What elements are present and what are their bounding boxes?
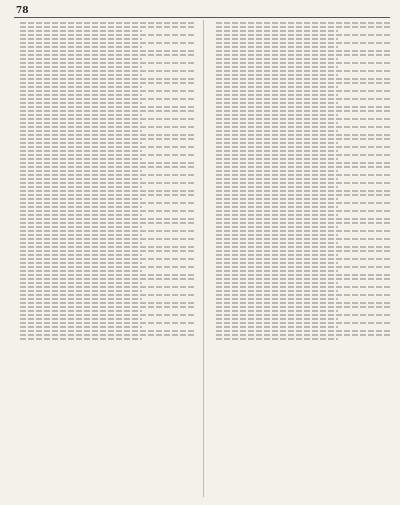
illegible-text-line bbox=[20, 82, 195, 84]
register-entry-placeholder bbox=[14, 126, 195, 132]
illegible-text-line bbox=[20, 234, 142, 236]
illegible-text-line bbox=[20, 298, 142, 300]
illegible-text-line bbox=[216, 238, 391, 240]
register-entry-placeholder bbox=[210, 146, 391, 152]
illegible-text-line bbox=[20, 330, 195, 332]
illegible-text-line bbox=[216, 170, 338, 172]
register-entry-placeholder bbox=[14, 90, 195, 96]
illegible-text-line bbox=[20, 266, 195, 268]
register-entry-placeholder bbox=[210, 230, 391, 236]
register-entry-placeholder bbox=[14, 230, 195, 236]
register-entry-placeholder bbox=[14, 218, 195, 228]
illegible-text-line bbox=[216, 102, 338, 104]
illegible-text-line bbox=[20, 222, 195, 224]
illegible-text-line bbox=[20, 262, 142, 264]
illegible-text-line bbox=[20, 26, 195, 28]
illegible-text-line bbox=[216, 198, 338, 200]
illegible-text-line bbox=[216, 266, 391, 268]
register-entry-placeholder bbox=[14, 294, 195, 300]
register-entry-placeholder bbox=[210, 302, 391, 312]
register-entry-placeholder bbox=[14, 22, 195, 32]
illegible-text-line bbox=[20, 146, 195, 148]
illegible-text-line bbox=[20, 290, 142, 292]
illegible-text-line bbox=[216, 246, 391, 248]
illegible-text-line bbox=[216, 146, 391, 148]
illegible-text-line bbox=[20, 186, 142, 188]
register-entry-placeholder bbox=[210, 70, 391, 76]
register-entry-placeholder bbox=[14, 190, 195, 200]
illegible-text-line bbox=[216, 98, 391, 100]
illegible-text-line bbox=[216, 334, 391, 336]
register-entry-placeholder bbox=[210, 286, 391, 292]
illegible-text-line bbox=[216, 142, 338, 144]
illegible-text-line bbox=[216, 174, 391, 176]
register-entry-placeholder bbox=[14, 314, 195, 320]
register-entry-placeholder bbox=[14, 50, 195, 60]
register-entry-placeholder bbox=[14, 78, 195, 88]
illegible-text-line bbox=[216, 126, 391, 128]
register-entry-placeholder bbox=[14, 266, 195, 272]
illegible-text-line bbox=[216, 46, 338, 48]
illegible-text-line bbox=[20, 338, 142, 340]
illegible-text-line bbox=[216, 214, 338, 216]
register-entry-placeholder bbox=[210, 90, 391, 96]
illegible-text-line bbox=[216, 286, 391, 288]
illegible-text-line bbox=[20, 334, 195, 336]
illegible-text-line bbox=[20, 22, 195, 24]
register-entry-placeholder bbox=[14, 202, 195, 208]
illegible-text-line bbox=[216, 190, 391, 192]
illegible-text-line bbox=[20, 286, 195, 288]
illegible-text-line bbox=[20, 30, 142, 32]
illegible-text-line bbox=[216, 166, 391, 168]
illegible-text-line bbox=[216, 310, 338, 312]
illegible-text-line bbox=[20, 94, 142, 96]
illegible-text-line bbox=[20, 38, 142, 40]
register-entry-placeholder bbox=[14, 42, 195, 48]
columns bbox=[14, 20, 390, 497]
illegible-text-line bbox=[20, 102, 142, 104]
illegible-text-line bbox=[216, 242, 338, 244]
illegible-text-line bbox=[216, 226, 338, 228]
illegible-text-line bbox=[20, 178, 142, 180]
illegible-text-line bbox=[216, 38, 338, 40]
illegible-text-line bbox=[216, 130, 338, 132]
register-entry-placeholder bbox=[210, 202, 391, 208]
illegible-text-line bbox=[20, 306, 195, 308]
illegible-text-line bbox=[216, 234, 338, 236]
illegible-text-line bbox=[20, 150, 142, 152]
register-entry-placeholder bbox=[14, 246, 195, 256]
illegible-text-line bbox=[216, 30, 338, 32]
register-entry-placeholder bbox=[14, 174, 195, 180]
illegible-text-line bbox=[20, 138, 195, 140]
illegible-text-line bbox=[216, 70, 391, 72]
register-entry-placeholder bbox=[14, 134, 195, 144]
illegible-text-line bbox=[20, 202, 195, 204]
register-entry-placeholder bbox=[210, 50, 391, 60]
illegible-text-line bbox=[20, 134, 195, 136]
register-entry-placeholder bbox=[14, 146, 195, 152]
illegible-text-line bbox=[20, 98, 195, 100]
illegible-text-line bbox=[216, 114, 338, 116]
illegible-text-line bbox=[20, 250, 195, 252]
illegible-text-line bbox=[216, 122, 338, 124]
illegible-text-line bbox=[20, 170, 142, 172]
illegible-text-line bbox=[216, 294, 391, 296]
illegible-text-line bbox=[20, 278, 195, 280]
illegible-text-line bbox=[20, 174, 195, 176]
illegible-text-line bbox=[216, 74, 338, 76]
register-entry-placeholder bbox=[210, 154, 391, 160]
illegible-text-line bbox=[20, 126, 195, 128]
illegible-text-line bbox=[216, 138, 391, 140]
illegible-text-line bbox=[216, 262, 338, 264]
register-entry-placeholder bbox=[210, 182, 391, 188]
illegible-text-line bbox=[216, 62, 391, 64]
register-entry-placeholder bbox=[14, 118, 195, 124]
illegible-text-line bbox=[20, 142, 142, 144]
register-entry-placeholder bbox=[210, 126, 391, 132]
illegible-text-line bbox=[216, 26, 391, 28]
illegible-text-line bbox=[20, 46, 142, 48]
illegible-text-line bbox=[20, 122, 142, 124]
register-entry-placeholder bbox=[14, 62, 195, 68]
illegible-text-line bbox=[20, 310, 142, 312]
illegible-text-line bbox=[216, 322, 391, 324]
illegible-text-line bbox=[216, 306, 391, 308]
register-entry-placeholder bbox=[14, 162, 195, 172]
illegible-text-line bbox=[216, 90, 391, 92]
illegible-text-line bbox=[20, 42, 195, 44]
register-entry-placeholder bbox=[14, 70, 195, 76]
illegible-text-line bbox=[216, 330, 391, 332]
register-entry-placeholder bbox=[210, 162, 391, 172]
illegible-text-line bbox=[216, 218, 391, 220]
illegible-text-line bbox=[20, 210, 195, 212]
illegible-text-line bbox=[216, 150, 338, 152]
illegible-text-line bbox=[216, 314, 391, 316]
illegible-text-line bbox=[20, 106, 195, 108]
illegible-text-line bbox=[216, 338, 338, 340]
register-entry-placeholder bbox=[210, 294, 391, 300]
illegible-text-line bbox=[20, 322, 195, 324]
register-entry-placeholder bbox=[210, 210, 391, 216]
illegible-text-line bbox=[20, 254, 142, 256]
register-entry-placeholder bbox=[14, 286, 195, 292]
illegible-text-line bbox=[216, 302, 391, 304]
illegible-text-line bbox=[216, 298, 338, 300]
register-entry-placeholder bbox=[210, 322, 391, 328]
page-number: 78 bbox=[16, 6, 29, 16]
register-entry-placeholder bbox=[14, 210, 195, 216]
illegible-text-line bbox=[216, 78, 391, 80]
illegible-text-line bbox=[20, 314, 195, 316]
left-column bbox=[14, 20, 195, 497]
illegible-text-line bbox=[20, 34, 195, 36]
register-entry-placeholder bbox=[210, 174, 391, 180]
illegible-text-line bbox=[20, 246, 195, 248]
illegible-text-line bbox=[216, 274, 391, 276]
register-entry-placeholder bbox=[210, 266, 391, 272]
illegible-text-line bbox=[20, 74, 142, 76]
illegible-text-line bbox=[20, 78, 195, 80]
illegible-text-line bbox=[216, 106, 391, 108]
illegible-text-line bbox=[20, 114, 142, 116]
illegible-text-line bbox=[20, 70, 195, 72]
illegible-text-line bbox=[20, 86, 142, 88]
illegible-text-line bbox=[20, 302, 195, 304]
illegible-text-line bbox=[20, 194, 195, 196]
illegible-text-line bbox=[20, 158, 142, 160]
illegible-text-line bbox=[20, 230, 195, 232]
illegible-text-line bbox=[216, 50, 391, 52]
header-rule bbox=[14, 17, 390, 18]
illegible-text-line bbox=[216, 86, 338, 88]
register-entry-placeholder bbox=[210, 106, 391, 116]
register-entry-placeholder bbox=[14, 154, 195, 160]
register-entry-placeholder bbox=[14, 98, 195, 104]
illegible-text-line bbox=[216, 186, 338, 188]
illegible-text-line bbox=[216, 326, 338, 328]
register-entry-placeholder bbox=[210, 78, 391, 88]
illegible-text-line bbox=[216, 34, 391, 36]
register-entry-placeholder bbox=[14, 274, 195, 284]
illegible-text-line bbox=[20, 190, 195, 192]
illegible-text-line bbox=[20, 326, 142, 328]
register-entry-placeholder bbox=[14, 34, 195, 40]
illegible-text-line bbox=[216, 230, 391, 232]
register-entry-placeholder bbox=[14, 106, 195, 116]
illegible-text-line bbox=[216, 258, 391, 260]
illegible-text-line bbox=[216, 278, 391, 280]
illegible-text-line bbox=[20, 198, 142, 200]
register-entry-placeholder bbox=[210, 134, 391, 144]
register-entry-placeholder bbox=[210, 42, 391, 48]
register-entry-placeholder bbox=[210, 218, 391, 228]
illegible-text-line bbox=[216, 182, 391, 184]
illegible-text-line bbox=[20, 274, 195, 276]
right-column bbox=[203, 20, 391, 497]
illegible-text-line bbox=[20, 238, 195, 240]
register-entry-placeholder bbox=[210, 190, 391, 200]
illegible-text-line bbox=[20, 130, 142, 132]
illegible-text-line bbox=[20, 90, 195, 92]
illegible-text-line bbox=[216, 110, 391, 112]
register-entry-placeholder bbox=[210, 22, 391, 32]
illegible-text-line bbox=[20, 162, 195, 164]
illegible-text-line bbox=[20, 66, 142, 68]
illegible-text-line bbox=[216, 282, 338, 284]
illegible-text-line bbox=[216, 250, 391, 252]
register-entry-placeholder bbox=[210, 98, 391, 104]
illegible-text-line bbox=[20, 226, 142, 228]
illegible-text-line bbox=[20, 166, 195, 168]
register-entry-placeholder bbox=[210, 62, 391, 68]
illegible-text-line bbox=[216, 194, 391, 196]
illegible-text-line bbox=[20, 118, 195, 120]
illegible-text-line bbox=[20, 258, 195, 260]
register-entry-placeholder bbox=[210, 314, 391, 320]
illegible-text-line bbox=[216, 58, 338, 60]
illegible-text-line bbox=[216, 254, 338, 256]
illegible-text-line bbox=[20, 54, 195, 56]
register-entry-placeholder bbox=[210, 258, 391, 264]
illegible-text-line bbox=[20, 182, 195, 184]
illegible-text-line bbox=[216, 66, 338, 68]
register-entry-placeholder bbox=[210, 274, 391, 284]
illegible-text-line bbox=[216, 206, 338, 208]
illegible-text-line bbox=[216, 22, 391, 24]
illegible-text-line bbox=[20, 318, 142, 320]
register-entry-placeholder bbox=[14, 238, 195, 244]
illegible-text-line bbox=[216, 178, 338, 180]
register-entry-placeholder bbox=[210, 118, 391, 124]
illegible-text-line bbox=[20, 214, 142, 216]
register-entry-placeholder bbox=[210, 34, 391, 40]
illegible-text-line bbox=[216, 270, 338, 272]
illegible-text-line bbox=[216, 42, 391, 44]
illegible-text-line bbox=[20, 218, 195, 220]
illegible-text-line bbox=[216, 222, 391, 224]
illegible-text-line bbox=[216, 162, 391, 164]
illegible-text-line bbox=[216, 82, 391, 84]
illegible-text-line bbox=[216, 54, 391, 56]
illegible-text-line bbox=[20, 110, 195, 112]
register-entry-placeholder bbox=[14, 322, 195, 328]
illegible-text-line bbox=[20, 62, 195, 64]
register-entry-placeholder bbox=[210, 238, 391, 244]
register-entry-placeholder bbox=[14, 330, 195, 340]
register-entry-placeholder bbox=[14, 182, 195, 188]
register-entry-placeholder bbox=[210, 330, 391, 340]
register-entry-placeholder bbox=[14, 302, 195, 312]
illegible-text-line bbox=[216, 158, 338, 160]
illegible-text-line bbox=[20, 282, 142, 284]
register-entry-placeholder bbox=[210, 246, 391, 256]
illegible-text-line bbox=[216, 202, 391, 204]
illegible-text-line bbox=[20, 294, 195, 296]
illegible-text-line bbox=[216, 318, 338, 320]
illegible-text-line bbox=[20, 58, 142, 60]
illegible-text-line bbox=[20, 242, 142, 244]
illegible-text-line bbox=[20, 270, 142, 272]
illegible-text-line bbox=[216, 94, 338, 96]
illegible-text-line bbox=[20, 50, 195, 52]
illegible-text-line bbox=[20, 154, 195, 156]
illegible-text-line bbox=[216, 118, 391, 120]
register-entry-placeholder bbox=[14, 258, 195, 264]
illegible-text-line bbox=[216, 154, 391, 156]
illegible-text-line bbox=[216, 210, 391, 212]
illegible-text-line bbox=[216, 134, 391, 136]
illegible-text-line bbox=[216, 290, 338, 292]
illegible-text-line bbox=[20, 206, 142, 208]
